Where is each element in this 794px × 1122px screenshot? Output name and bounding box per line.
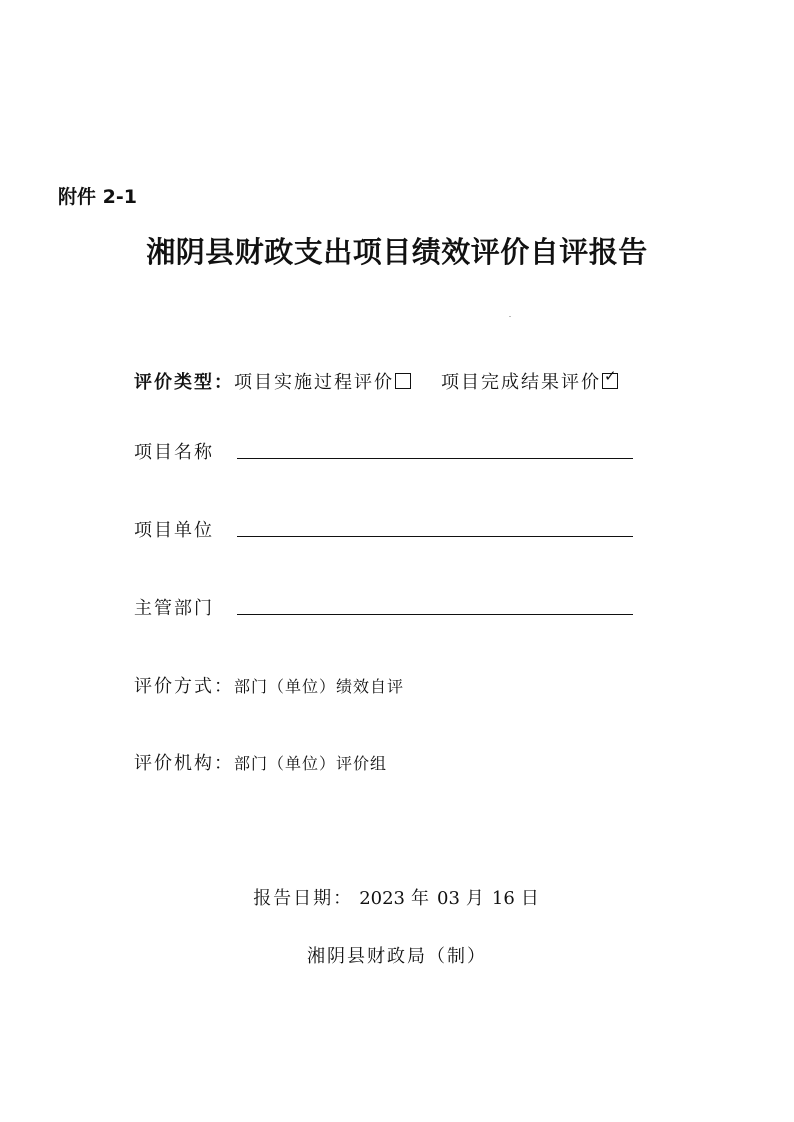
report-day-unit: 日 bbox=[520, 888, 541, 909]
evaluation-agency-label: 评价机构： bbox=[134, 753, 234, 774]
supervising-dept-label: 主管部门 bbox=[134, 598, 214, 619]
attachment-label: 附件 2-1 bbox=[58, 186, 137, 208]
evaluation-method-row bbox=[134, 672, 404, 698]
project-name-label: 项目名称 bbox=[134, 442, 214, 463]
project-unit-field[interactable] bbox=[237, 536, 633, 537]
report-day: 16 bbox=[491, 888, 515, 909]
option-process-text: 项目实施过程评价 bbox=[234, 372, 394, 393]
issuer: 湘阴县财政局（制） bbox=[307, 946, 487, 967]
report-year-unit: 年 bbox=[411, 888, 431, 909]
report-year: 2023 bbox=[359, 888, 405, 909]
report-month-unit: 月 bbox=[465, 888, 486, 909]
evaluation-agency-value: 部门（单位）评价组 bbox=[234, 754, 388, 773]
evaluation-method-value: 部门（单位）绩效自评 bbox=[234, 677, 405, 696]
evaluation-agency-row bbox=[134, 749, 387, 775]
result-checkbox[interactable] bbox=[602, 367, 618, 389]
report-date bbox=[0, 884, 794, 910]
result-check-mark-icon: ✓ bbox=[604, 367, 617, 385]
supervising-dept-field[interactable] bbox=[237, 614, 633, 615]
scan-speck bbox=[509, 316, 511, 317]
report-date-label: 报告日期： bbox=[253, 888, 354, 909]
project-unit-label: 项目单位 bbox=[134, 520, 214, 541]
evaluation-type-row bbox=[134, 368, 618, 394]
evaluation-method-label: 评价方式： bbox=[134, 676, 234, 697]
report-month: 03 bbox=[437, 888, 460, 909]
evaluation-type-label: 评价类型： bbox=[134, 372, 234, 393]
option-result-text: 项目完成结果评价 bbox=[441, 372, 601, 393]
process-checkbox[interactable] bbox=[395, 373, 411, 389]
project-name-field[interactable] bbox=[237, 458, 633, 459]
document-title: 湘阴县财政支出项目绩效评价自评报告 bbox=[146, 235, 648, 269]
